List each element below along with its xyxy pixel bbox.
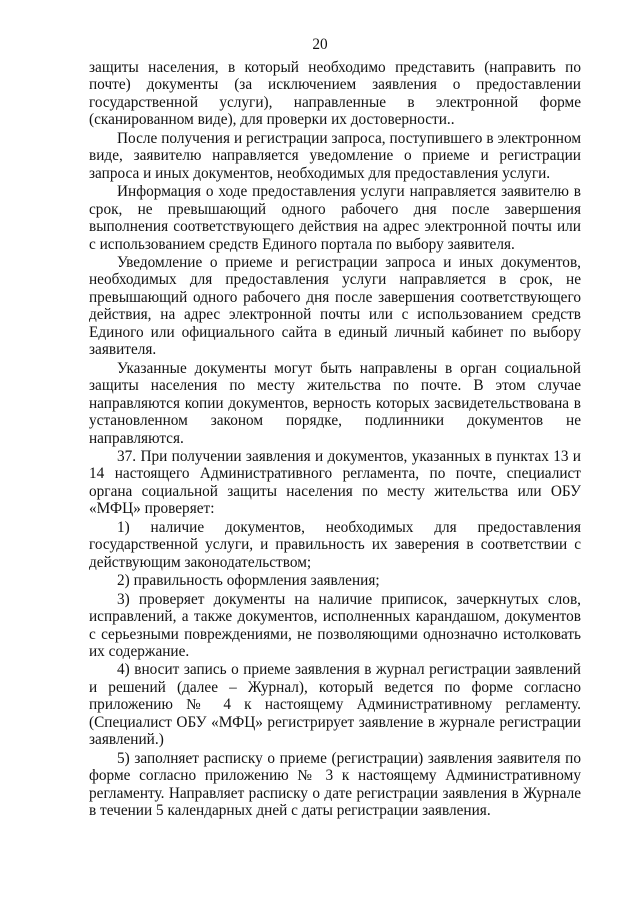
list-item-1: 1) наличие документов, необходимых для предоставления государственной услуги, и правильность их заверения в соответствии с действующим законодательством; — [89, 518, 581, 571]
list-item-5: 5) заполняет расписку о приеме (регистрации) заявления заявителя по форме согласно приложению № 3 к настоящему Административному регламенту. Направляет расписку о дате регистрации заявления в Журнале в течении 5 календарных дней с даты регистрации заявления. — [89, 749, 581, 820]
page-number: 20 — [312, 36, 328, 53]
paragraph-item-37: 37. При получении заявления и документов, указанных в пунктах 13 и 14 настоящего Административного регламента, по почте, специалист органа социальной защиты населения по месту жительства или ОБУ «МФЦ» проверяет: — [89, 447, 581, 518]
list-item-3: 3) проверяет документы на наличие приписок, зачеркнутых слов, исправлений, а также документов, исполненных карандашом, документов с серьезными повреждениями, не позволяющими однозначно истолковать их содержание. — [89, 590, 581, 660]
list-item-2: 2) правильность оформления заявления; — [117, 572, 380, 590]
list-item-4: 4) вносит запись о приеме заявления в журнал регистрации заявлений и решений (далее – Журнал), который ведется по форме согласно приложению № 4 к настоящему Административному регламенту. (Специалист ОБУ «МФЦ» регистрирует заявление в журнале регистрации заявлений.) — [89, 661, 581, 749]
paragraph-continuation: защиты населения, в который необходимо представить (направить по почте) документы (за исключением заявления о предоставлении государственной услуги), направленные в электронной форме (сканированном виде), для проверки их достоверности.. — [89, 59, 581, 129]
paragraph-progress-information: Информация о ходе предоставления услуги направляется заявителю в срок, не превышающий одного рабочего дня после завершения выполнения соответствующего действия на адрес электронной почты или с использованием средств Единого портала по выбору заявителя. — [89, 183, 581, 253]
paragraph-postal-submission: Указанные документы могут быть направлены в орган социальной защиты населения по месту жительства по почте. В этом случае направляются копии документов, верность которых засвидетельствована в установленном законом порядке, подлинники документов не направляются. — [89, 359, 581, 447]
paragraph-receipt-notification: Уведомление о приеме и регистрации запроса и иных документов, необходимых для предоставления услуги направляется в срок, не превышающий одного рабочего дня после завершения соответствующего действия, на адрес электронной почты или с использованием средств Единого или официального сайта в единый личный кабинет по выбору заявителя. — [89, 253, 581, 359]
paragraph-notification-after-registration: После получения и регистрации запроса, поступившего в электронном виде, заявителю направляется уведомление о приеме и регистрации запроса и иных документов, необходимых для предоставления услуги. — [89, 129, 581, 182]
document-body — [89, 59, 581, 819]
